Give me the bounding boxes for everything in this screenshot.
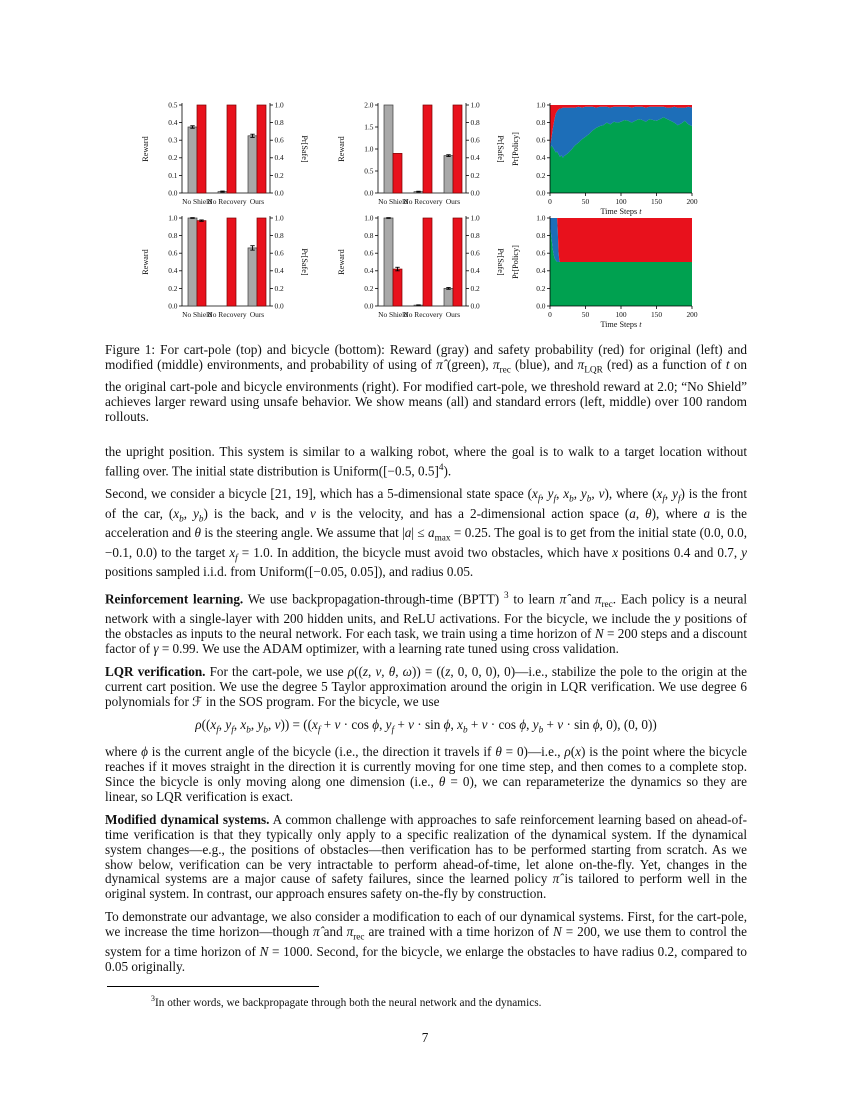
paragraph-lead: Modified dynamical systems. bbox=[105, 811, 270, 827]
svg-text:1.0: 1.0 bbox=[536, 100, 546, 110]
svg-text:Ours: Ours bbox=[445, 310, 461, 319]
svg-text:No Recovery: No Recovery bbox=[403, 310, 443, 319]
paragraph-lead: LQR verification. bbox=[105, 663, 206, 679]
svg-text:0.6: 0.6 bbox=[168, 248, 178, 258]
svg-text:0.2: 0.2 bbox=[536, 170, 546, 180]
svg-text:0.0: 0.0 bbox=[274, 188, 284, 198]
svg-text:0.6: 0.6 bbox=[274, 135, 284, 145]
svg-text:1.0: 1.0 bbox=[470, 213, 480, 223]
figure-caption: Figure 1: For cart-pole (top) and bicycle (bottom): Reward (gray) and safety probability (red) for original (left) and modified (middle) environments, and probability of using of π̂ (green), $\pi_{rec}$ (blue), and $\pi_{LQR}$ (red) as a function of t on the original cart-pole and bicycle environments (right). For modified cart-pole, we threshold reward at 2.0; “No Shield” achieves larger reward using unsafe behavior. We show means (all) and standard errors (left, middle) over 100 random rollouts. bbox=[105, 342, 748, 425]
svg-text:0.4: 0.4 bbox=[536, 153, 546, 163]
svg-text:150: 150 bbox=[650, 310, 663, 319]
svg-text:Time Steps t: Time Steps t bbox=[600, 207, 642, 216]
svg-text:0.4: 0.4 bbox=[364, 266, 374, 276]
svg-text:Pr[Safe]: Pr[Safe] bbox=[300, 135, 309, 163]
svg-text:Reward: Reward bbox=[141, 249, 150, 275]
svg-text:0.8: 0.8 bbox=[536, 231, 546, 240]
figure-1 bbox=[0, 88, 850, 340]
svg-text:1.0: 1.0 bbox=[470, 100, 480, 110]
svg-text:0.0: 0.0 bbox=[168, 188, 178, 198]
svg-text:1.0: 1.0 bbox=[274, 213, 284, 223]
svg-text:Pr[Safe]: Pr[Safe] bbox=[496, 135, 505, 163]
svg-text:1.0: 1.0 bbox=[364, 213, 374, 223]
svg-text:0.6: 0.6 bbox=[470, 135, 480, 145]
svg-text:0.2: 0.2 bbox=[536, 283, 546, 293]
svg-text:No Recovery: No Recovery bbox=[403, 197, 443, 206]
svg-text:Ours: Ours bbox=[445, 197, 461, 206]
svg-text:1.0: 1.0 bbox=[168, 213, 178, 223]
svg-text:0.6: 0.6 bbox=[364, 248, 374, 258]
svg-text:0.0: 0.0 bbox=[168, 301, 178, 311]
svg-text:No Recovery: No Recovery bbox=[207, 197, 247, 206]
svg-text:100: 100 bbox=[615, 197, 627, 206]
body-text bbox=[105, 445, 747, 983]
svg-text:0.4: 0.4 bbox=[470, 266, 480, 276]
svg-text:0.6: 0.6 bbox=[536, 135, 546, 145]
paragraph-lead: Reinforcement learning. bbox=[105, 591, 244, 607]
footnote: $^3$In other words, we backpropagate through both the neural network and the dynamics. bbox=[151, 994, 542, 1009]
svg-text:0.8: 0.8 bbox=[364, 231, 374, 240]
paragraph-7: To demonstrate our advantage, we also consider a modification to each of our dynamical systems. First, for the cart-pole, we increase the time horizon—though π̂ and $\pi_{rec}$ are trained with a time horizon of N = 200, we use them to control the system for a time horizon of N = 1000. Second, for the bicycle, we enlarge the obstacles to have radius 0.2, compared to 0.05 originally. bbox=[105, 909, 747, 974]
chart-bicycle-modified-bar bbox=[332, 208, 530, 341]
svg-text:0.8: 0.8 bbox=[470, 118, 480, 127]
svg-text:0.4: 0.4 bbox=[274, 266, 284, 276]
svg-text:1.0: 1.0 bbox=[274, 100, 284, 110]
svg-text:0.6: 0.6 bbox=[274, 248, 284, 258]
svg-text:0.2: 0.2 bbox=[168, 153, 178, 163]
svg-text:0.1: 0.1 bbox=[168, 170, 178, 180]
svg-text:0.2: 0.2 bbox=[274, 170, 284, 180]
svg-text:0.2: 0.2 bbox=[364, 283, 374, 293]
svg-text:0.4: 0.4 bbox=[168, 118, 178, 127]
svg-text:Ours: Ours bbox=[249, 197, 265, 206]
svg-text:0.4: 0.4 bbox=[274, 153, 284, 163]
svg-text:150: 150 bbox=[650, 197, 663, 206]
paragraph-3: LQR verification. For the cart-pole, we use ρ((z, v, θ, ω)) = ((z, 0, 0, 0), 0)—i.e., stabilize the pole to the origin at the current cart position. We use the degree 5 Taylor approximation around the origin in LQR verification. We use degree 6 polynomials for ℱ in the SOS program. For the bicycle, we use bbox=[105, 663, 747, 709]
svg-text:No Shield: No Shield bbox=[182, 197, 212, 206]
svg-text:1.0: 1.0 bbox=[536, 213, 546, 223]
svg-text:0.8: 0.8 bbox=[274, 118, 284, 127]
svg-text:No Shield: No Shield bbox=[182, 310, 212, 319]
svg-text:50: 50 bbox=[581, 310, 590, 319]
svg-text:0.8: 0.8 bbox=[274, 231, 284, 240]
svg-text:0.0: 0.0 bbox=[470, 188, 480, 198]
svg-text:No Shield: No Shield bbox=[378, 310, 408, 319]
svg-text:Pr[Safe]: Pr[Safe] bbox=[300, 248, 309, 276]
svg-text:0.2: 0.2 bbox=[168, 283, 178, 293]
svg-text:0: 0 bbox=[548, 197, 552, 206]
svg-text:0.4: 0.4 bbox=[168, 266, 178, 276]
svg-text:Pr[Policy]: Pr[Policy] bbox=[511, 245, 520, 279]
svg-text:0.6: 0.6 bbox=[536, 248, 546, 258]
svg-text:0.0: 0.0 bbox=[470, 301, 480, 311]
svg-text:0.2: 0.2 bbox=[470, 170, 480, 180]
svg-text:0.8: 0.8 bbox=[470, 231, 480, 240]
svg-text:0.2: 0.2 bbox=[470, 283, 480, 293]
svg-text:No Shield: No Shield bbox=[378, 197, 408, 206]
svg-text:0.5: 0.5 bbox=[168, 100, 178, 110]
svg-text:1.5: 1.5 bbox=[364, 122, 374, 132]
paragraph-5: where ϕ is the current angle of the bicycle (i.e., the direction it travels if θ = 0)—i.e., ρ(x) is the point where the bicycle reaches if it moves straight in the direction it is currently moving for one time step, and then comes to a complete stop. Since the bicycle is only moving along one dimension (i.e., θ = 0), we can reparameterize the dynamics so they are linear, so LQR verification is exact. bbox=[105, 744, 748, 804]
svg-text:0.8: 0.8 bbox=[536, 118, 546, 127]
svg-text:Pr[Safe]: Pr[Safe] bbox=[496, 248, 505, 276]
svg-text:200: 200 bbox=[686, 310, 698, 319]
svg-text:0.2: 0.2 bbox=[274, 283, 284, 293]
page-number: 7 bbox=[421, 1030, 429, 1045]
svg-text:0.8: 0.8 bbox=[168, 231, 178, 240]
chart-bicycle-original-bar bbox=[136, 208, 334, 341]
svg-text:0.4: 0.4 bbox=[536, 266, 546, 276]
chart-bicycle-policy-area bbox=[506, 208, 724, 341]
equation: $\rho((x_f$, $y_f$, $x_b$, $y_b$, $v)) = ((x_f + v \cdot \cos \phi$, $y_f + v \cdot \sin \phi$, $x_b + v \cdot \cos \phi$, $y_b + v \cdot \sin \phi$, 0), (0, 0)) bbox=[195, 716, 657, 735]
svg-text:50: 50 bbox=[581, 197, 590, 206]
svg-text:0.0: 0.0 bbox=[536, 301, 546, 311]
svg-text:0: 0 bbox=[548, 310, 552, 319]
svg-text:0.4: 0.4 bbox=[470, 153, 480, 163]
svg-text:Ours: Ours bbox=[249, 310, 265, 319]
svg-text:Reward: Reward bbox=[141, 136, 150, 162]
svg-text:Reward: Reward bbox=[337, 136, 346, 162]
svg-text:0.0: 0.0 bbox=[536, 188, 546, 198]
svg-text:0.3: 0.3 bbox=[168, 135, 178, 145]
svg-text:0.0: 0.0 bbox=[364, 188, 374, 198]
svg-text:100: 100 bbox=[615, 310, 627, 319]
paragraph-0: the upright position. This system is similar to a walking robot, where the goal is to walk to a target location without falling over. The initial state distribution is Uniform([−0.5, 0.5]$^4$). bbox=[105, 444, 747, 479]
svg-text:Pr[Policy]: Pr[Policy] bbox=[511, 132, 520, 166]
footnote-rule bbox=[107, 986, 319, 987]
svg-text:0.5: 0.5 bbox=[364, 166, 374, 176]
svg-text:200: 200 bbox=[686, 197, 698, 206]
svg-text:0.0: 0.0 bbox=[274, 301, 284, 311]
svg-text:Reward: Reward bbox=[337, 249, 346, 275]
paragraph-1: Second, we consider a bicycle [21, 19], which has a 5-dimensional state space ($x_f$, $y_f$, $x_b$, $y_b$, v), where ($x_f$, $y_f$) is the front of the car, ($x_b$, $y_b$) is the back, and v is the velocity, and has a 2-dimensional action space (a, θ), where a is the acceleration and θ is the steering angle. We assume that $|a| \le a_{max} = 0.25$. The goal is to get from the initial state (0.0, 0.0, −0.1, 0.0) to the target $x_f = 1.0$. In addition, the bicycle must avoid two obstacles, which have x positions 0.4 and 0.7, y positions sampled i.i.d. from Uniform([−0.05, 0.05]), and radius 0.05. bbox=[105, 486, 748, 580]
svg-text:Time Steps t: Time Steps t bbox=[600, 320, 642, 329]
svg-text:1.0: 1.0 bbox=[364, 144, 374, 154]
paragraph-6: Modified dynamical systems. A common challenge with approaches to safe reinforcement learning based on ahead-of-time verification is that they typically only apply to a specific realization of the dynamical system. If the dynamical system changes—e.g., the positions of obstacles—then verification has to be performed starting from scratch. As we show below, verification can be very intractable to perform ahead-of-time, let alone on-the-fly. Yet, changes in the dynamical systems are a major cause of safety failures, since the learned policy π̂ is tailored to perform well in the original system. In contrast, our approach ensures safety on-the-fly by construction. bbox=[105, 811, 747, 902]
svg-text:No Recovery: No Recovery bbox=[207, 310, 247, 319]
svg-text:2.0: 2.0 bbox=[364, 100, 374, 110]
svg-text:0.6: 0.6 bbox=[470, 248, 480, 258]
svg-text:0.0: 0.0 bbox=[364, 301, 374, 311]
paragraph-2: Reinforcement learning. We use backpropagation-through-time (BPTT) $^3$ to learn π̂ and $\pi_{rec}$. Each policy is a neural network with a single-layer with 200 hidden units, and ReLU activations. For the bicycle, we include the y positions of the obstacles as inputs to the neural network. For each task, we train using a time horizon of N = 200 steps and a discount factor of γ = 0.99. We use the ADAM optimizer, with a learning rate tuned using cross validation. bbox=[105, 590, 747, 657]
